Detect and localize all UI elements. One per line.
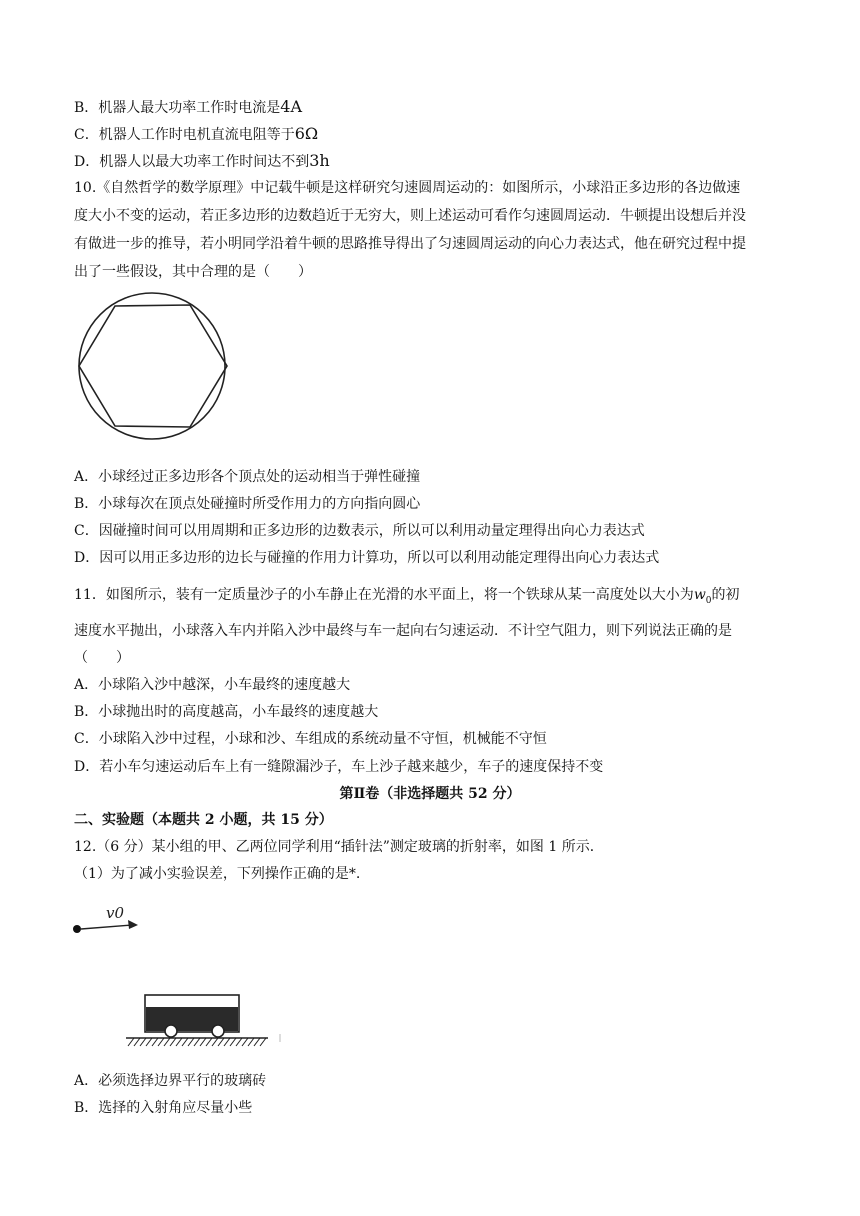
q9-option-c: C．机器人工作时电机直流电阻等于6Ω — [74, 124, 319, 143]
q10-option-c: C．因碰撞时间可以用周期和正多边形的边数表示，所以可以利用动量定理得出向心力表达式 — [74, 523, 645, 539]
hexagon-shape — [79, 305, 227, 427]
q10-stem-line-4: 出了一些假设，其中合理的是（ ） — [74, 264, 312, 280]
cart-wheel-right — [212, 1025, 224, 1037]
velocity-arrowhead — [128, 920, 138, 929]
q10-option-b: B．小球每次在顶点处碰撞时所受作用力的方向指向圆心 — [74, 496, 421, 512]
section-2-title: 第Ⅱ卷（非选择题共 52 分） — [339, 786, 521, 802]
q10-stem-line-3: 有做进一步的推导，若小明同学沿着牛顿的思路推导得出了匀速圆周运动的向心力表达式，他在研究过程中提 — [74, 236, 746, 252]
q12-option-b: B．选择的入射角应尽量小些 — [74, 1100, 253, 1116]
q12-sub-question-1: （1）为了减小实验误差，下列操作正确的是*. — [74, 866, 361, 882]
q11-option-a: A．小球陷入沙中越深，小车最终的速度越大 — [74, 677, 351, 693]
ground-hatching — [128, 1038, 266, 1046]
q12-stem: 12.（6 分）某小组的甲、乙两位同学利用“插针法”测定玻璃的折射率，如图 1 所示． — [74, 839, 604, 855]
velocity-label: v0 — [106, 904, 125, 922]
q9-option-b-value: 4A — [280, 97, 303, 116]
cart-wheel-left — [165, 1025, 177, 1037]
q11-option-b: B．小球抛出时的高度越高，小车最终的速度越大 — [74, 704, 379, 720]
q11-velocity-var: w — [693, 587, 706, 603]
section-2-heading: 二、实验题（本题共 2 小题，共 15 分） — [74, 812, 333, 828]
q10-stem-line-2: 度大小不变的运动，若正多边形的边数趋近于无穷大，则上述运动可看作匀速圆周运动．牛顿提出设想后并没 — [74, 208, 746, 224]
q9-option-b: B．机器人最大功率工作时电流是4A — [74, 97, 303, 116]
q11-option-d: D．若小车匀速运动后车上有一缝隙漏沙子，车上沙子越来越少，车子的速度保持不变 — [74, 759, 604, 775]
cart-ball-figure — [68, 900, 288, 1052]
velocity-arrow — [81, 925, 132, 929]
circle-shape — [79, 293, 225, 439]
q9-option-c-value: 6Ω — [294, 124, 319, 143]
q11-option-c: C．小球陷入沙中过程，小球和沙、车组成的系统动量不守恒，机械能不守恒 — [74, 731, 547, 747]
q11-velocity-sub: 0 — [705, 595, 712, 606]
q10-stem-line-1: 10.《自然哲学的数学原理》中记载牛顿是这样研究匀速圆周运动的：如图所示，小球沿正多边形的各边做速 — [74, 180, 741, 196]
iron-ball — [73, 925, 81, 933]
q9-option-d: D．机器人以最大功率工作时间达不到3h — [74, 151, 330, 170]
q11-stem-line-2: 速度水平抛出，小球落入车内并陷入沙中最终与车一起向右匀速运动．不计空气阻力，则下列说法正确的是 — [74, 623, 732, 639]
q10-option-d: D．因可以用正多边形的边长与碰撞的作用力计算功，所以可以利用动能定理得出向心力表达式 — [74, 550, 660, 566]
q11-stem-line-1: 11．如图所示，装有一定质量沙子的小车静止在光滑的水平面上，将一个铁球从某一高度处以大小为$w_0$的初 — [74, 587, 740, 606]
q11-stem-line-3: （ ） — [74, 650, 130, 666]
cart-sand — [146, 1007, 238, 1031]
q10-option-a: A．小球经过正多边形各个顶点处的运动相当于弹性碰撞 — [74, 469, 421, 485]
q9-option-d-value: 3h — [309, 151, 330, 170]
q12-option-a: A．必须选择边界平行的玻璃砖 — [74, 1073, 267, 1089]
q10-hexagon-circle-figure — [72, 292, 236, 442]
